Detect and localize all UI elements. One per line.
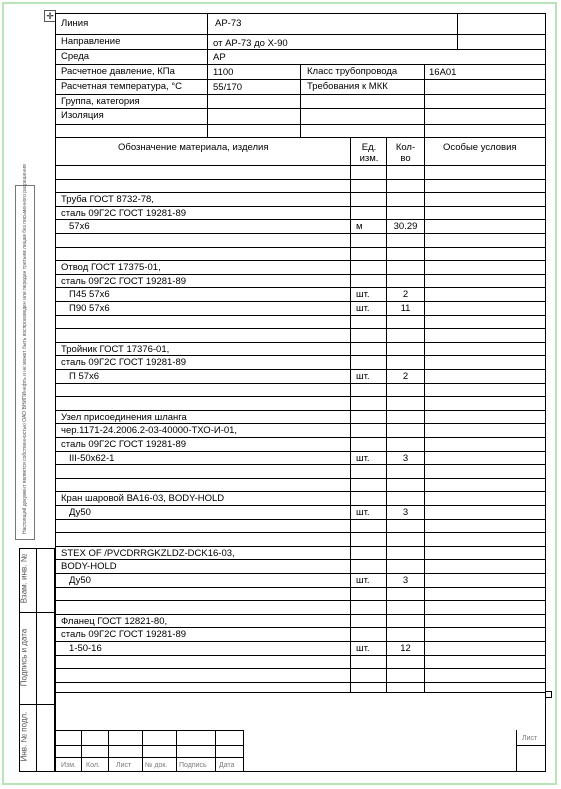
row-designation: Кран шаровой ВА16-03, BODY-HOLD (61, 493, 225, 504)
row-unit: м (356, 221, 363, 232)
row-designation: III-50х62-1 (69, 453, 115, 464)
row-designation: 1-50-16 (69, 643, 102, 654)
class-value: 16А01 (429, 67, 457, 78)
row-unit: шт. (356, 289, 370, 300)
medium-value: АР (213, 52, 226, 63)
col-conditions-header: Особые условия (443, 142, 517, 153)
resize-handle-icon[interactable] (545, 691, 552, 698)
side-vzam-label: Взам. инв. № (19, 553, 29, 604)
insulation-label: Изоляция (61, 110, 104, 121)
row-designation: Узел присоединения шланга (61, 412, 187, 423)
col-qty-header-2: во (400, 153, 411, 164)
row-designation: сталь 09Г2С ГОСТ 19281-89 (61, 439, 187, 450)
row-unit: шт. (356, 453, 370, 464)
row-unit: шт. (356, 643, 370, 654)
row-qty: 3 (402, 453, 409, 464)
col-qty-header-1: Кол- (395, 142, 416, 153)
row-designation: Фланец ГОСТ 12821-80, (61, 616, 168, 627)
stamp-ndok: № док. (145, 762, 168, 769)
row-qty: 3 (402, 507, 409, 518)
row-designation: сталь 09Г2С ГОСТ 19281-89 (61, 208, 187, 219)
side-notice-text: Настоящий документ является собственностью ОАО ВНИПИнефть и не может быть воспроизведен или передан третьим лицам без письменного разрешения (22, 164, 28, 534)
row-designation: BODY-HOLD (61, 561, 117, 572)
side-inv-podl-label: Инв. № подл. (19, 711, 29, 762)
row-qty: 2 (402, 371, 409, 382)
row-designation: сталь 09Г2С ГОСТ 19281-89 (61, 357, 187, 368)
temp-value: 55/170 (213, 82, 243, 93)
row-designation: 57х6 (69, 221, 90, 232)
line-value: АР-73 (215, 18, 242, 29)
row-designation: Труба ГОСТ 8732-78, (61, 194, 154, 205)
stamp-sheet: Лист (522, 735, 538, 742)
row-qty: 11 (400, 303, 411, 314)
group-label: Группа, категория (61, 96, 140, 107)
direction-label: Направление (61, 36, 121, 47)
temp-label: Расчетная температура, °С (61, 81, 182, 92)
move-handle-icon[interactable]: ✛ (44, 10, 56, 22)
pressure-label: Расчетное давление, КПа (61, 66, 175, 77)
stamp-kol: Кол. (86, 762, 100, 769)
row-designation: Отвод ГОСТ 17375-01, (61, 262, 161, 273)
line-label: Линия (61, 18, 89, 29)
medium-label: Среда (61, 51, 90, 62)
row-qty: 30.29 (393, 221, 418, 232)
row-unit: шт. (356, 507, 370, 518)
mkk-label: Требования к МКК (307, 81, 388, 92)
row-unit: шт. (356, 371, 370, 382)
direction-value: от АР-73 до Х-90 (213, 38, 288, 49)
row-designation: сталь 09Г2С ГОСТ 19281-89 (61, 276, 187, 287)
row-designation: П 57х6 (69, 371, 100, 382)
row-designation: Ду50 (69, 575, 91, 586)
stamp-izm: Изм. (61, 762, 76, 769)
row-designation: П90 57х6 (69, 303, 110, 314)
row-designation: Ду50 (69, 507, 91, 518)
row-qty: 3 (402, 575, 409, 586)
row-qty: 2 (402, 289, 409, 300)
row-designation: чер.1171-24.2006.2-03-40000-ТХО-И-01, (61, 425, 238, 436)
row-designation: сталь 09Г2С ГОСТ 19281-89 (61, 629, 187, 640)
row-designation: П45 57х6 (69, 289, 110, 300)
pressure-value: 1100 (213, 67, 234, 78)
stamp-list: Лист (116, 762, 132, 769)
stamp-data: Дата (219, 762, 235, 769)
side-podpis-data-label: Подпись и дата (19, 628, 29, 687)
stamp-podpis: Подпись (179, 762, 207, 769)
row-qty: 12 (400, 643, 411, 654)
col-designation-header: Обозначение материала, изделия (118, 142, 269, 153)
row-designation: Тройник ГОСТ 17376-01, (61, 344, 170, 355)
row-unit: шт. (356, 303, 370, 314)
row-designation: STEX OF /PVCDRRGKZLDZ-DCK16-03, (61, 548, 235, 559)
row-unit: шт. (356, 575, 370, 586)
col-unit-header-2: изм. (359, 153, 379, 164)
col-unit-header-1: Ед. (361, 142, 377, 153)
class-label: Класс трубопровода (307, 66, 398, 77)
